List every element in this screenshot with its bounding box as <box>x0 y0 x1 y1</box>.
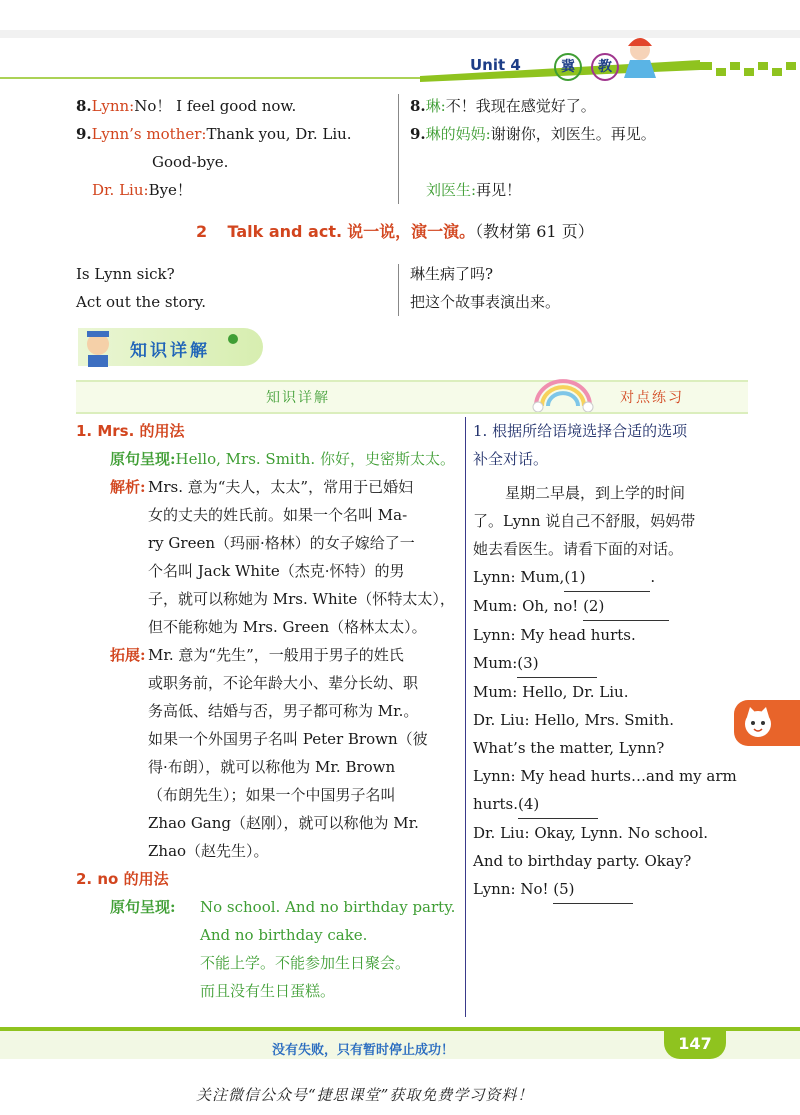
dialog-en <box>76 92 396 204</box>
dialog-line: 刘医生:再见！ <box>426 181 522 199</box>
mrs-usage-title: 1. Mrs. 的用法 <box>76 422 185 440</box>
extension-label: 拓展: <box>110 646 146 664</box>
header-decoration <box>0 30 800 90</box>
analysis-line: Mrs. 意为“夫人，太太”，常用于已婚妇 <box>148 478 414 496</box>
badge-ji: 冀 <box>554 53 582 81</box>
exercise-question: 1. 根据所给语境选择合适的选项 <box>473 422 688 440</box>
divider <box>398 94 399 204</box>
dialog-row: Dr. Liu: Hello, Mrs. Smith. <box>473 711 674 729</box>
answer-blank-3[interactable]: (3) <box>517 649 597 678</box>
analysis-line: ry Green（玛丽·格林）的女子嫁给了一 <box>148 534 415 552</box>
section2-title: 2 Talk and act. 说一说，演一演。（教材第 61 页） <box>196 222 594 241</box>
mrs-original-sentence: 原句呈现:Hello, Mrs. Smith. 你好，史密斯太太。 <box>110 450 455 468</box>
answer-blank-2[interactable]: (2) <box>583 592 669 621</box>
analysis-line: 子，就可以称她为 Mrs. White（怀特太太）， <box>148 590 455 608</box>
column-divider <box>465 417 466 1017</box>
analysis-line: 个名叫 Jack White（杰克·怀特）的男 <box>148 562 405 580</box>
extension-line: （布朗先生）；如果一个中国男子名叫 <box>148 786 396 804</box>
dialog-row: Dr. Liu: Okay, Lynn. No school. <box>473 824 709 842</box>
dialog-row: Mum:(3) <box>473 649 729 678</box>
dialog-line: Good-bye. <box>152 153 229 171</box>
extension-line: 得·布朗），就可以称他为 Mr. Brown <box>148 758 396 776</box>
section2-line: Is Lynn sick? <box>76 265 175 283</box>
dialog-line: 8.琳:不！我现在感觉好了。 <box>410 97 596 115</box>
badge-jiao: 教 <box>591 53 619 81</box>
mrs-extension <box>76 641 460 865</box>
original-line: No school. And no birthday party. <box>200 898 456 916</box>
dialog-row: Lynn: No! (5) <box>473 875 729 904</box>
banner-title: 知识详解 <box>130 341 210 361</box>
extension-line: 或职务前，不论年龄大小、辈分长幼、职 <box>148 674 419 692</box>
side-tab <box>734 700 800 746</box>
mascot-icon <box>740 705 776 741</box>
student-icon <box>78 326 120 368</box>
left-header: 知识详解 <box>266 390 330 406</box>
answer-blank-4[interactable]: (4) <box>518 790 598 819</box>
context-line: 了。Lynn 说自己不舒服，妈妈带 <box>473 512 696 530</box>
no-usage-title: 2. no 的用法 <box>76 870 169 888</box>
dialog-line: 9.Lynn’s mother:Thank you, Dr. Liu. <box>76 125 352 143</box>
mrs-analysis <box>76 473 460 641</box>
extension-line: 务高低、结婚与否，男子都可称为 Mr.。 <box>148 702 419 720</box>
bottom-note: 关注微信公众号“捷思课堂”获取免费学习资料！ <box>196 1086 534 1104</box>
knowledge-banner <box>78 328 263 366</box>
dialog-row: Lynn: My head hurts. <box>473 626 636 644</box>
answer-blank-1[interactable]: (1) <box>564 563 650 592</box>
extension-line: Zhao（赵先生）。 <box>148 842 269 860</box>
extension-line: Mr. 意为“先生”，一般用于男子的姓氏 <box>148 646 404 664</box>
extension-line: Zhao Gang（赵刚），就可以称他为 Mr. <box>148 814 419 832</box>
original-line: And no birthday cake. <box>200 926 368 944</box>
dialog-line: Dr. Liu:Bye！ <box>92 181 192 199</box>
left-column <box>76 417 460 1005</box>
dialog-row: Mum: Oh, no! (2) <box>473 592 729 621</box>
section2-line: Act out the story. <box>76 293 207 311</box>
analysis-line: 女的丈夫的姓氏前。如果一个名叫 Ma- <box>148 506 408 524</box>
original-line: 不能上学。不能参加生日聚会。 <box>200 954 411 972</box>
dialog-cn <box>410 92 750 204</box>
analysis-line: 但不能称她为 Mrs. Green（格林太太）。 <box>148 618 427 636</box>
exercise-question-line: 补全对话。 <box>473 450 549 468</box>
rainbow-icon <box>528 376 598 412</box>
table-header <box>76 380 748 414</box>
answer-blank-5[interactable]: (5) <box>553 875 633 904</box>
footer-motto: 没有失败，只有暂时停止成功！ <box>272 1043 455 1058</box>
right-column <box>473 417 737 904</box>
divider <box>398 264 399 316</box>
right-header: 对点练习 <box>620 390 684 406</box>
context-line: 她去看医生。请看下面的对话。 <box>473 540 684 558</box>
extension-line: 如果一个外国男子名叫 Peter Brown（彼 <box>148 730 428 748</box>
no-original-sentence <box>76 893 460 1005</box>
page-number: 147 <box>664 1029 726 1059</box>
section2-en <box>76 260 206 316</box>
context-line: 星期二早晨，到上学的时间 <box>505 484 686 502</box>
original-line: 而且没有生日蛋糕。 <box>200 982 336 1000</box>
original-label: 原句呈现: <box>110 898 176 916</box>
unit-label: Unit 4 <box>470 56 521 74</box>
dot-icon <box>228 334 238 344</box>
dialog-line: 8.Lynn:No！ I feel good now. <box>76 97 297 115</box>
dialog-row: Lynn: Mum,(1) . <box>473 563 729 592</box>
dialog-row: hurts.(4) <box>473 790 729 819</box>
dialog-row: Mum: Hello, Dr. Liu. <box>473 683 629 701</box>
dialog-line: 9.琳的妈妈:谢谢你，刘医生。再见。 <box>410 125 656 143</box>
dialog-row: Lynn: My head hurts…and my arm <box>473 767 737 785</box>
section2-cn <box>410 260 560 316</box>
section2-line: 琳生病了吗? <box>410 265 494 283</box>
analysis-label: 解析: <box>110 478 146 496</box>
dialog-row: What’s the matter, Lynn? <box>473 739 665 757</box>
section2-line: 把这个故事表演出来。 <box>410 293 561 311</box>
dialog-row: And to birthday party. Okay? <box>473 852 692 870</box>
